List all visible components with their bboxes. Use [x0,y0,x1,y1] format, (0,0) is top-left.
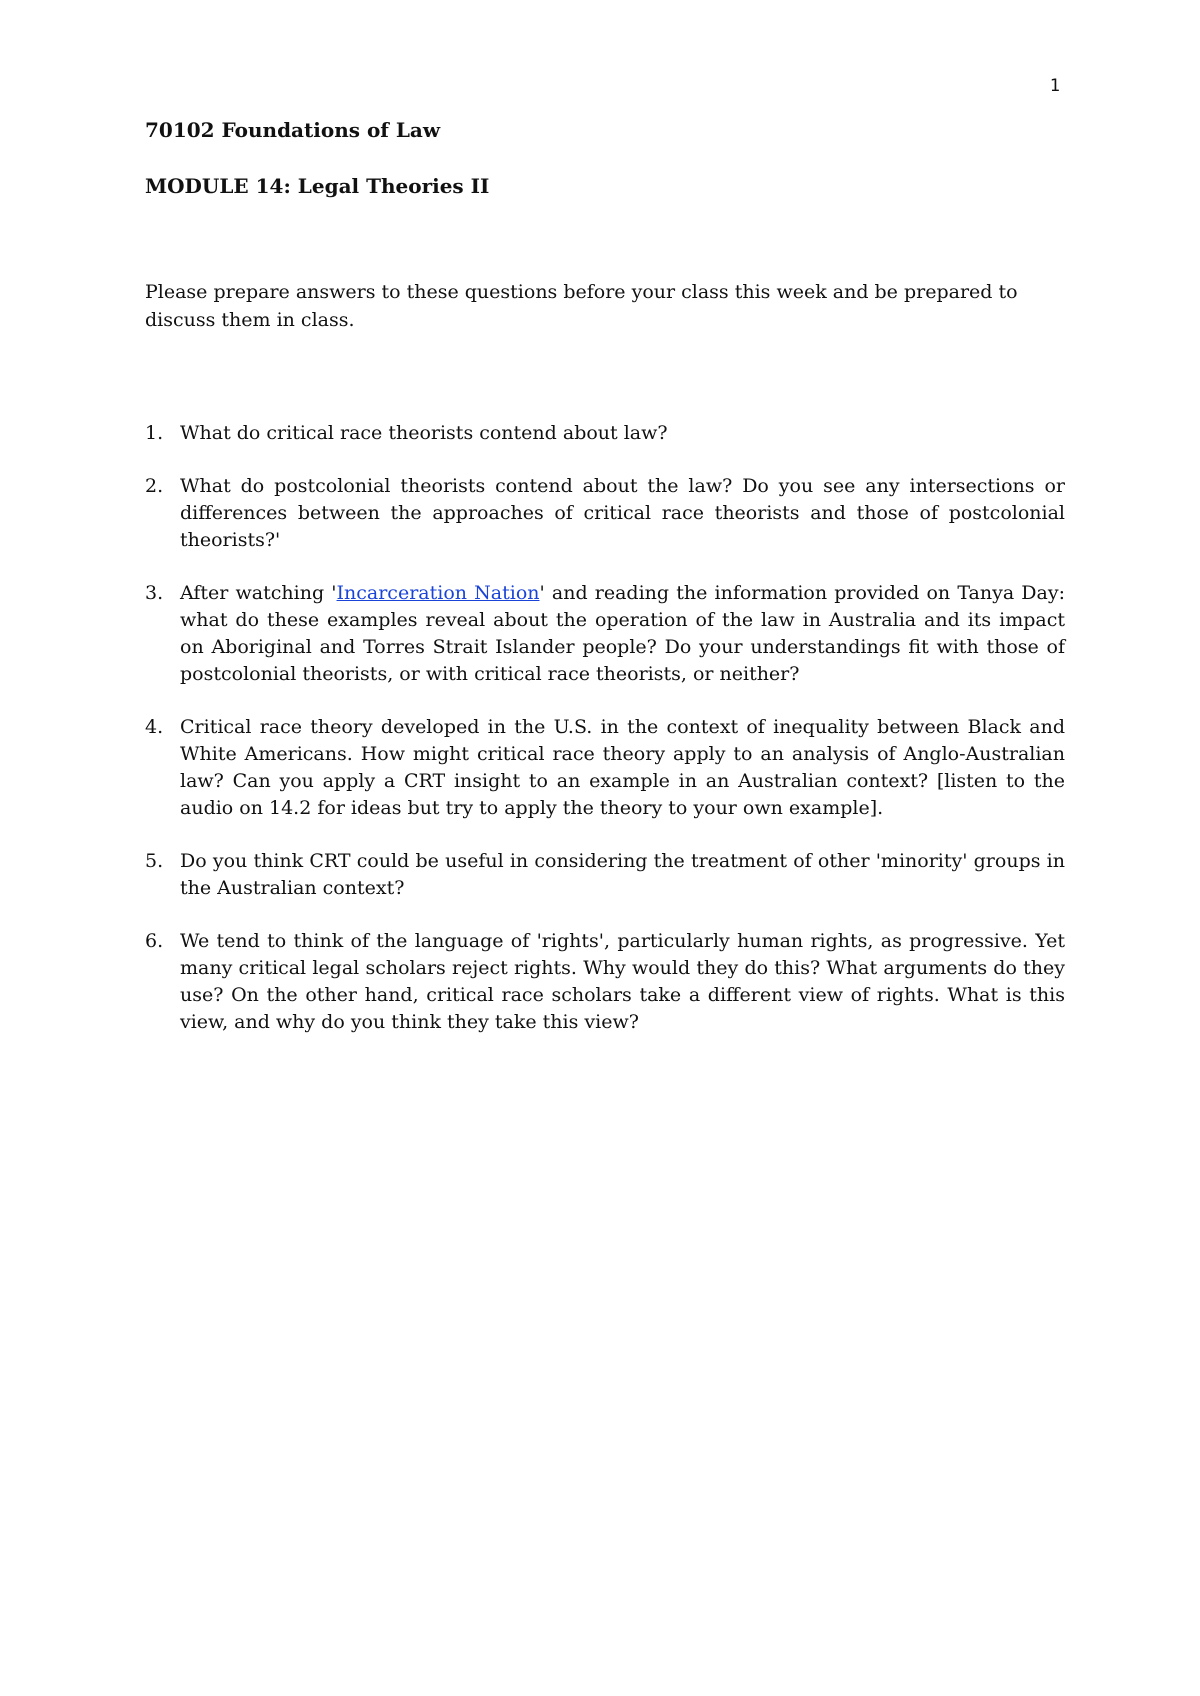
question-text: Do you think CRT could be useful in considering the treatment of other 'minority' groups in the Australian context? [180,850,1065,899]
question-number: 6. [145,930,164,952]
question-number: 5. [145,850,164,872]
question-item-1 [145,420,1065,447]
question-list [145,420,1065,1036]
question-text: We tend to think of the language of 'rights', particularly human rights, as progressive. Yet many critical legal scholars reject rights. Why would they do this? What arguments do they use? On the other hand, critical race scholars take a different view of rights. What is this view, and why do you think they take this view? [180,930,1065,1033]
incarceration-nation-link[interactable]: Incarceration Nation [336,582,540,604]
page-number: 1 [1049,76,1060,96]
question-text: Critical race theory developed in the U.S. in the context of inequality between Black and White Americans. How might critical race theory apply to an analysis of Anglo-Australian law? Can you apply a CRT insight to an example in an Australian context? [listen to the audio on 14.2 for ideas but try to apply the theory to your own example]. [180,716,1065,819]
module-title: MODULE 14: Legal Theories II [145,174,490,198]
question-text: What do critical race theorists contend about law? [180,422,668,444]
question-item-4 [145,714,1065,822]
course-title: 70102 Foundations of Law [145,118,441,142]
question-text-after-link: ' and reading the information provided on Tanya Day: what do these examples reveal about the operation of the law in Australia and its impact on Aboriginal and Torres Strait Islander people? Do your understandings fit with those of postcolonial theorists, or with critical race theorists, or neither? [180,582,1066,685]
question-text-before-link: After watching ' [180,582,337,604]
question-item-2 [145,473,1065,554]
question-item-6 [145,928,1065,1036]
question-text: What do postcolonial theorists contend about the law? Do you see any intersections or differences between the approaches of critical race theorists and those of postcolonial theorists?' [180,475,1065,551]
question-number: 3. [145,582,164,604]
question-item-3 [145,580,1065,688]
question-number: 1. [145,422,164,444]
document-content [145,116,1065,1062]
question-number: 2. [145,475,164,497]
intro-paragraph: Please prepare answers to these questions before your class this week and be prepared to discuss them in class. [145,281,1018,331]
question-item-5 [145,848,1065,902]
question-number: 4. [145,716,164,738]
